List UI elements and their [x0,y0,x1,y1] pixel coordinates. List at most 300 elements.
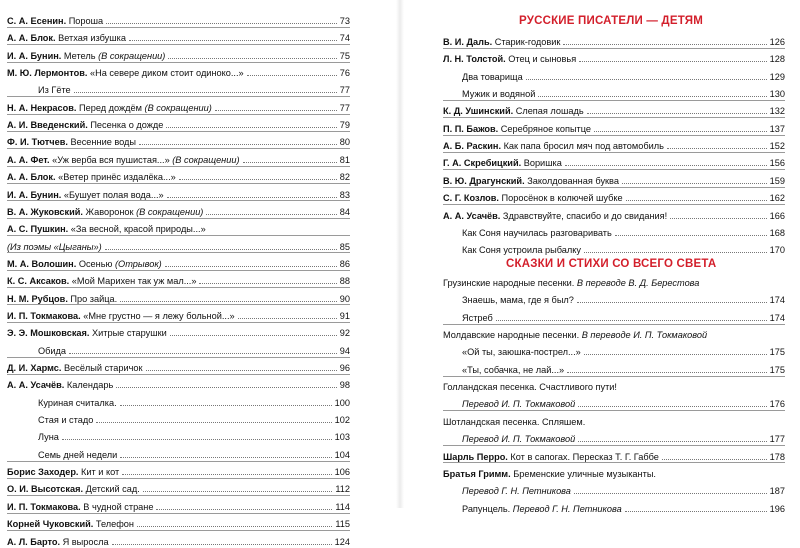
toc-entry-title [7,311,235,322]
toc-leader-dots [579,61,766,62]
toc-author: Корней Чуковский. [7,519,94,530]
toc-leader-dots [238,318,337,319]
toc-leader-dots [538,96,766,97]
toc-work-title: Песенка о дожде [87,120,164,131]
toc-page-number: 90 [339,293,350,304]
toc-entry [443,48,785,65]
toc-entry-title [7,120,163,131]
toc-entry-title [7,484,140,495]
toc-work-title: Перевод Г. Н. Петникова [512,503,622,514]
toc-page-number: 86 [339,258,350,269]
toc-entry-title [7,224,206,235]
toc-entry [7,305,350,322]
toc-author: И. П. Токмакова. [7,501,81,512]
toc-work-title: Я выросла [60,536,109,547]
toc-entry-title [7,137,136,148]
toc-work-title: Мужик и водяной [462,89,536,100]
toc-entry-title [443,452,659,463]
toc-entry-title [462,295,574,306]
toc-entry-title [462,365,564,376]
toc-work-title: Воришка [521,158,562,169]
toc-work-title: Обида [38,345,67,356]
toc-work-title: Телефон [93,519,134,530]
toc-entry-title [462,399,575,410]
toc-entry [7,166,350,183]
toc-entry [443,187,785,204]
toc-leader-dots [120,457,331,458]
toc-leader-dots [122,474,331,475]
toc-entry-title [7,51,165,62]
toc-page-number: 132 [769,106,785,117]
toc-entry [7,270,350,287]
toc-work-title: «Мне грустно — я лежу больной...» [80,310,235,321]
toc-leader-dots [137,526,332,527]
toc-entry-title [7,16,103,27]
toc-page-number: 81 [339,154,350,165]
toc-entry [462,307,785,324]
toc-page-number: 106 [334,467,350,478]
toc-work-title: «Ты, собачка, не лай...» [462,364,565,375]
toc-entry [443,446,785,463]
toc-entry [7,531,350,548]
toc-work-title: Перевод Г. Н. Петникова [462,486,571,497]
toc-author: Борис Заходер. [7,467,79,478]
toc-entry [7,184,350,201]
toc-entry [7,218,350,235]
toc-entry-title [462,504,622,515]
toc-entry [38,340,350,357]
toc-leader-dots [179,179,337,180]
toc-work-title: Грузинские народные песенки. [443,278,577,288]
toc-entry-title [7,537,109,548]
toc-author: К. Д. Ушинский. [443,106,514,117]
toc-entry-title [7,242,102,253]
toc-entry [38,79,350,96]
toc-entry-title [7,259,162,270]
toc-entry [7,97,350,114]
toc-work-title: (Из поэмы «Цыганы») [7,241,102,252]
toc-author: Л. Н. Толстой. [443,54,506,65]
toc-work-title: «Ой ты, заюшка-пострел...» [462,347,581,358]
toc-author: Н. М. Рубцов. [7,293,68,304]
toc-work-title: Молдавские народные песенки. [443,330,582,341]
toc-author: Д. И. Хармс. [7,363,62,373]
toc-leader-dots [565,165,767,166]
toc-entry [462,66,785,83]
toc-page-number: 170 [769,245,785,256]
toc-leader-dots [247,75,337,76]
toc-work-title: «За весной, красой природы...» [68,224,206,235]
toc-entry-title [443,193,623,204]
toc-entry [443,411,785,428]
toc-entry [462,341,785,358]
toc-work-title: Старик-годовик [492,37,561,47]
toc-entry-title [7,33,126,44]
toc-page-number: 166 [769,210,785,221]
toc-leader-dots [567,372,767,373]
toc-leader-dots [96,422,331,423]
toc-entry [462,393,785,410]
toc-entry-title [443,158,562,169]
toc-page-number: 175 [769,347,785,358]
toc-work-title: «Бушует полая вода...» [61,189,164,200]
toc-entry [462,428,785,445]
toc-work-title: Как папа бросил мяч под автомобиль [501,141,664,152]
toc-work-title: Как Соня устроила рыбалку [462,245,581,256]
toc-leader-dots [116,387,336,388]
toc-page-number: 92 [339,328,350,339]
toc-page-number: 75 [339,50,350,61]
toc-page-number: 83 [339,189,350,200]
right-page [400,0,800,514]
toc-page-number: 77 [339,85,350,96]
toc-entry [443,170,785,187]
toc-leader-dots [206,214,336,215]
toc-leader-dots [578,441,766,442]
toc-work-title: Два товарища [462,71,523,82]
toc-entry-title [38,415,93,426]
toc-work-title: Весёлый старичок [61,363,143,373]
toc-entry-title [462,228,612,239]
toc-entry-title [7,328,167,339]
toc-leader-dots [615,235,767,236]
toc-work-title: Ветхая избушка [55,33,126,44]
toc-work-title: Заколдованная буква [524,175,619,186]
toc-page-number: 128 [769,54,785,65]
toc-leader-dots [626,200,767,201]
toc-author: М. А. Волошин. [7,258,77,269]
toc-entry-title [7,363,143,374]
toc-entry-title [7,68,244,79]
toc-leader-dots [62,439,332,440]
toc-work-title: В переводе И. П. Токмаковой [581,330,708,341]
toc-author: А. С. Пушкин. [7,224,69,235]
toc-work-title: Детский сад. [83,484,140,495]
toc-entry [7,10,350,27]
toc-page-number: 156 [769,158,785,169]
toc-work-title: (Отрывок) [114,258,162,269]
toc-leader-dots [243,162,337,163]
toc-page-number: 137 [769,123,785,134]
toc-leader-dots [143,491,333,492]
toc-work-title: Рапунцель. [462,503,513,514]
toc-page-number: 174 [769,312,785,323]
toc-work-title: Стая и стадо [38,415,94,426]
toc-entry [7,27,350,44]
toc-page-number: 77 [339,102,350,113]
toc-entry [7,374,350,391]
toc-leader-dots [563,44,766,45]
toc-leader-dots [662,459,767,460]
toc-page-number: 85 [339,241,350,252]
toc-work-title: (В сокращении) [98,50,166,61]
toc-work-title: Знаешь, мама, где я был? [462,295,574,306]
toc-entry-title [462,72,523,83]
toc-work-title: Семь дней недели [38,449,118,460]
toc-work-title: Метель [61,50,99,61]
left-page [0,0,400,547]
toc-page-number: 187 [769,486,785,497]
toc-leader-dots [69,353,337,354]
toc-work-title: Серебряное копытце [498,123,592,134]
toc-entry [443,135,785,152]
toc-entry-title [7,172,176,183]
toc-entry-title [7,207,203,218]
toc-page-number: 91 [339,310,350,321]
toc-leader-dots [112,544,332,545]
toc-page-number: 82 [339,172,350,183]
toc-entry-title [443,37,560,48]
toc-entry [462,498,785,515]
toc-page-number: 126 [769,37,785,47]
toc-entry [7,322,350,339]
toc-page-number: 196 [769,503,785,514]
toc-entry-title [7,103,212,114]
toc-work-title: Хитрые старушки [89,328,167,339]
toc-entry [7,288,350,305]
section-title-world-tales: СКАЗКИ И СТИХИ СО ВСЕГО СВЕТА [506,258,717,270]
toc-entry-title [462,434,575,445]
toc-author: О. И. Высотская. [7,484,84,495]
toc-work-title: Шотландская песенка. Спляшем. [443,416,586,427]
toc-leader-dots [526,79,767,80]
toc-author: Г. А. Скребицкий. [443,158,522,169]
toc-page-number: 100 [334,397,350,408]
toc-entry [7,496,350,513]
section-title-russian-writers: РУССКИЕ ПИСАТЕЛИ — ДЕТЯМ [519,15,704,27]
toc-page-number: 104 [334,449,350,460]
toc-work-title: В переводе В. Д. Берестова [576,278,700,288]
toc-author: А. А. Фет. [7,154,50,165]
toc-entry [38,409,350,426]
toc-work-title: Поросёнок в колючей шубке [498,193,623,204]
toc-entry-title [443,106,584,117]
toc-leader-dots [584,354,767,355]
toc-entry-title [443,211,667,222]
toc-work-title: Перевод И. П. Токмаковой [462,434,576,445]
toc-leader-dots [622,183,767,184]
toc-entry [443,272,785,289]
toc-author: И. А. Бунин. [7,189,62,200]
toc-work-title: Бременские уличные музыканты. [510,468,656,479]
toc-work-title: Календарь [64,380,114,391]
toc-entry [7,149,350,166]
toc-work-title: Весенние воды [67,137,137,148]
toc-page-number: 74 [339,33,350,44]
toc-entry [7,253,350,270]
toc-work-title: (В сокращении) [136,206,204,217]
toc-page-number: 176 [769,399,785,410]
toc-work-title: Кот в сапогах. Пересказ Т. Г. Габбе [507,451,659,462]
toc-entry [443,376,785,393]
toc-author: И. А. Бунин. [7,50,62,61]
toc-entry [7,62,350,79]
toc-entry [462,359,785,376]
toc-page-number: 178 [769,451,785,462]
toc-page-number: 168 [769,227,785,238]
toc-leader-dots [120,405,332,406]
toc-work-title: (В сокращении) [172,154,240,165]
toc-page-number: 152 [769,141,785,152]
toc-leader-dots [167,197,337,198]
toc-page-number: 162 [769,193,785,204]
toc-author: А. А. Блок. [7,33,56,44]
toc-entry [38,426,350,443]
toc-entry [462,480,785,497]
toc-page-number: 80 [339,137,350,148]
toc-leader-dots [156,509,332,510]
toc-work-title: «Ветер принёс издалёка...» [55,172,176,183]
toc-entry [443,31,785,48]
toc-author: А. Б. Раскин. [443,141,502,152]
toc-author: В. Ю. Драгунский. [443,175,525,186]
toc-author: С. Г. Козлов. [443,193,499,204]
toc-entry [7,461,350,478]
toc-page-number: 112 [335,484,350,495]
toc-author: Ф. И. Тютчев. [7,137,68,148]
toc-author: В. А. Жуковский. [7,206,83,217]
toc-work-title: (В сокращении) [144,102,212,113]
toc-entry-title [443,330,707,341]
toc-entry [443,118,785,135]
toc-entry-title [462,245,581,256]
toc-entry-title [443,469,656,480]
toc-page-number: 114 [335,501,350,512]
toc-entry [462,83,785,100]
toc-author: Братья Гримм. [443,468,511,479]
toc-entry-title [7,467,119,478]
toc-work-title: «На севере диком стоит одиноко...» [87,68,244,79]
toc-page-number: 115 [335,519,350,530]
toc-author: С. А. Есенин. [7,16,67,26]
toc-entry [7,201,350,218]
toc-work-title: Куриная считалка. [38,397,117,408]
toc-entry [7,114,350,131]
toc-author: В. И. Даль. [443,37,493,47]
toc-entry [443,205,785,222]
toc-leader-dots [120,301,337,302]
toc-leader-dots [146,370,337,371]
toc-leader-dots [496,320,767,321]
toc-page-number: 96 [339,363,350,373]
toc-entry-title [462,313,493,324]
toc-page-number: 103 [334,432,350,443]
toc-leader-dots [165,266,337,267]
toc-page-number: 175 [769,364,785,375]
toc-leader-dots [578,406,766,407]
toc-entry-title [462,347,581,358]
toc-entry [462,239,785,256]
toc-entry-title [7,190,164,201]
toc-entry [443,463,785,480]
toc-page-number: 76 [339,68,350,79]
toc-leader-dots [139,144,337,145]
toc-leader-dots [199,283,336,284]
toc-page-number: 177 [769,434,785,445]
toc-entry-title [7,380,113,391]
toc-entry-title [443,141,664,152]
toc-work-title: Пороша [66,16,104,26]
toc-leader-dots [106,23,337,24]
toc-work-title: Луна [38,432,59,443]
toc-entry [443,152,785,169]
toc-work-title: Про зайца. [67,293,118,304]
toc-leader-dots [105,249,337,250]
toc-entry-title [462,486,571,497]
toc-page-number: 130 [769,89,785,100]
toc-leader-dots [215,110,337,111]
toc-entry [443,324,785,341]
toc-leader-dots [129,40,337,41]
toc-author: Шарль Перро. [443,451,508,462]
toc-entry [38,392,350,409]
toc-entry [38,444,350,461]
toc-entry-title [38,398,117,409]
toc-entry-title [443,176,619,187]
toc-entry [462,289,785,306]
toc-author: А. Л. Барто. [7,536,61,547]
toc-entry-title [7,276,196,287]
toc-work-title: Ястреб [462,312,493,323]
toc-entry-title [7,519,134,530]
toc-work-title: Отец и сыновья [505,54,577,65]
toc-page-number: 159 [769,175,785,186]
toc-entry [7,236,350,253]
toc-work-title: «Мой Марихен так уж мал...» [69,276,197,287]
toc-author: Н. А. Некрасов. [7,102,77,113]
toc-leader-dots [577,302,767,303]
toc-entry-title [7,294,117,305]
toc-entry-title [38,450,117,461]
toc-work-title: Жаворонок [82,206,137,217]
toc-work-title: «Уж верба вся пушистая...» [49,154,173,165]
toc-entry-title [443,382,617,393]
toc-work-title: Здравствуйте, спасибо и до свидания! [500,210,668,221]
toc-entry-title [38,432,59,443]
toc-leader-dots [74,92,337,93]
toc-author: А. А. Блок. [7,172,56,183]
toc-author: А. А. Усачёв. [443,210,501,221]
toc-author: К. С. Аксаков. [7,276,70,287]
toc-page-number: 79 [339,120,350,131]
toc-entry-title [38,85,71,96]
toc-author: А. И. Введенский. [7,120,88,131]
toc-entry [7,45,350,62]
toc-author: П. П. Бажов. [443,123,499,134]
toc-leader-dots [574,493,767,494]
toc-leader-dots [168,58,336,59]
toc-work-title: Кит и кот [78,467,120,478]
toc-entry [462,222,785,239]
toc-entry-title [7,502,153,513]
toc-entry-title [462,89,535,100]
toc-entry [443,100,785,117]
toc-entry-title [7,155,240,166]
toc-leader-dots [625,511,767,512]
toc-work-title: Слепая лошадь [513,106,584,117]
toc-leader-dots [670,218,766,219]
toc-work-title: В чудной стране [80,501,154,512]
toc-leader-dots [170,335,337,336]
toc-author: М. Ю. Лермонтов. [7,68,88,79]
toc-leader-dots [166,127,336,128]
toc-page-number: 129 [769,71,785,82]
toc-author: А. А. Усачёв. [7,380,65,391]
toc-leader-dots [587,113,767,114]
toc-work-title: Как Соня научилась разговаривать [462,227,612,238]
toc-entry-title [443,54,576,65]
toc-author: Э. Э. Мошковская. [7,328,90,339]
